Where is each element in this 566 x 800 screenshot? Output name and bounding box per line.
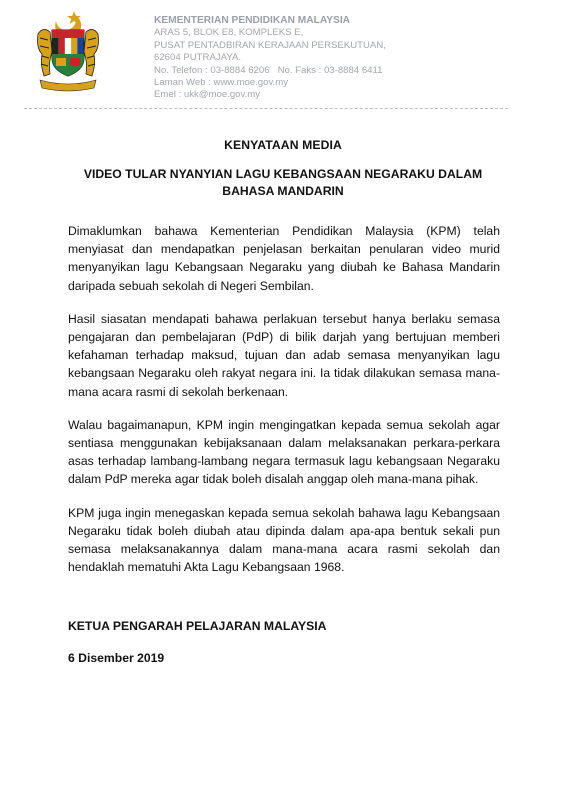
address-line: ARAS 5, BLOK E8, KOMPLEKS E, [154,27,304,39]
organization-name: KEMENTERIAN PENDIDIKAN MALAYSIA [154,15,351,26]
statement-body [68,222,500,591]
statement-date: 6 Disember 2019 [68,651,165,665]
malaysia-coat-of-arms-icon [34,8,102,94]
organization-contact-block [154,15,386,102]
document-title-line: VIDEO TULAR NYANYIAN LAGU KEBANGSAAN NEGARAKU DALAM [83,167,483,181]
paragraph: Walau bagaimanapun, KPM ingin mengingatkan kepada semua sekolah agar sentiasa menggunakan kebijaksanaan dalam melaksanakan perkara-perkara asas terhadap lambang-lambang negara termasuk lagu kebangsaan Negaraku dalam PdP mereka agar tidak boleh disalah anggap oleh mana-mana pihak. [68,417,500,487]
paragraph: KPM juga ingin menegaskan kepada semua sekolah bahawa lagu Kebangsaan Negaraku tidak boleh diubah atau dipinda dalam apa-apa bentuk sekali pun semasa melaksanakannya dalam mana-mana acara rasmi sekolah dan hendaklah mematuhi Akta Lagu Kebangsaan 1968. [68,505,500,575]
paragraph: Hasil siasatan mendapati bahawa perlakuan tersebut hanya berlaku semasa pengajaran dan pembelajaran (PdP) di bilik darjah yang bertujuan memberi kefahaman terhadap maksud, tujuan dan adab semasa menyanyikan lagu kebangsaan Negaraku oleh rakyat negara ini. Ia tidak dilakukan semasa mana-mana acara rasmi di sekolah berkenaan. [68,311,500,399]
address-line: PUSAT PENTADBIRAN KERAJAAN PERSEKUTUAN, [154,39,386,51]
phone-number: No. Telefon : 03-8884 6206 [154,64,270,76]
fax-number: No. Faks : 03-8884 6411 [277,64,383,76]
document-title-line: BAHASA MANDARIN [222,183,344,198]
document-title [60,166,506,199]
phone-fax-row [154,65,386,77]
signatory-title: KETUA PENGARAH PELAJARAN MALAYSIA [68,619,327,633]
website-link[interactable]: Laman Web : www.moe.gov.my [154,77,289,89]
email-link[interactable]: Emel : ukk@moe.gov.my [154,89,261,101]
header-divider [24,108,508,109]
address-line: 62604 PUTRAJAYA. [154,52,242,64]
paragraph: Dimaklumkan bahawa Kementerian Pendidikan Malaysia (KPM) telah menyiasat dan mendapatkan penjelasan berkaitan penularan video murid menyanyikan lagu Kebangsaan Negaraku yang diubah ke Bahasa Mandarin daripada sebuah sekolah di Negeri Sembilan. [68,224,500,293]
document-type-heading: KENYATAAN MEDIA [224,138,342,152]
letterhead [0,0,566,112]
